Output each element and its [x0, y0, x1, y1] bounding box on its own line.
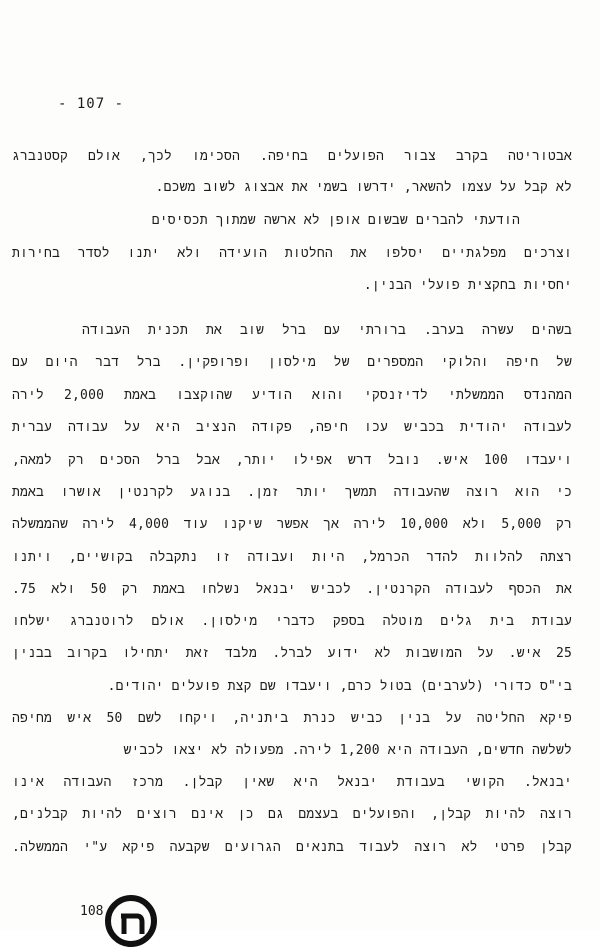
text-line-4: וצרכים מפלגתיים יסלפו את החלטות הועידה ולא יתנו לסדר בחירות: [12, 246, 572, 261]
footer-page-number: 108.: [80, 904, 112, 919]
text-line-22: קבלן פרטי לא רוצה לעבוד בתנאים הגרועים שקבעה פיקא ע"י הממשלה.: [12, 840, 572, 855]
text-line-1: אבטוריטה בקרב צבור הפועלים בחיפה. הסכימו לכך, אולם קסטנברג: [12, 149, 572, 164]
text-line-7: של חיפה והלוקי המספרים של מילסון ופרופקין. ברל דבר היום עם: [12, 355, 572, 370]
text-line-15: עבודת בית גלים מוטלה בספק כדברי מילסון. אולם לרוטנברג ישלחו: [12, 614, 572, 629]
text-line-10: ויעבדו 100 איש. נובל דרש אפילו יותר, אבל ברל הסכים רק למאה,: [12, 453, 572, 468]
text-line-19: לשלשה חדשים, העבודה היא 1,200 לירה. מפעולה לא יצאו לכביש: [123, 743, 572, 758]
text-line-3: הודעתי להברים שבשום אופן לא ארשה שמתוך תכסיסים: [151, 213, 520, 228]
text-line-11: כי הוא רוצה שהעבודה תמשך יותר זמן. בנוגע לקרנטין אושרו באמת: [12, 485, 572, 500]
text-line-16: 25 איש. על המושבות לא ידוע לברל. מלבד זאת יתחילו בקרוב בבנין: [12, 646, 572, 661]
text-line-2: לא קבל על עצמו להשאר, ידרשו בשמי את אבצוג לשוב משכם.: [155, 180, 572, 195]
text-line-13: רצתה להלוות להדר הכרמל, היות ועבודה זו נתקבלה בקושיים, ויתנו: [12, 550, 572, 565]
text-line-5: יחסיות בחקצית פועלי הבנין.: [363, 278, 572, 293]
text-line-12: רק 5,000 ולא 10,000 לירה אך אפשר שיקנו עוד 4,000 לירה שהממשלה: [12, 517, 572, 532]
text-line-8: המהנדס הממשלתי לדיזנסקי והוא הודיע שהוקצבו באמת 2,000 לירה: [12, 388, 572, 403]
text-line-18: פיקא החליטה על בנין כביש כנרת ביתניה, ויקחו לשם 50 איש מחיפה: [12, 711, 572, 726]
text-line-20: יבנאל. הקושי בעבודת יבנאל היא שאין קבלן. מרכז העבודה אינו: [12, 775, 572, 790]
text-line-9: לעבודה יהודית בכביש עכו חיפה, פקודה הנציב היא על עבודה עברית: [12, 420, 572, 435]
text-line-6: בשהים עשרה בערב. ברורתי עם ברל שוב את תכנית העבודה: [82, 323, 572, 338]
text-line-17: בי"ס כדורי (לערבים) בטול כרם, ויעבדו שם קצת פועלים יהודים.: [107, 679, 572, 694]
text-line-21: רוצה להיות קבלן, והפועלים בעצמם גם כן אינם רוצים להיות קבלנים,: [12, 807, 572, 822]
text-line-14: את הכסף לעבודה הקרנטין. לכביש יבנאל נשלחו באמת רק 50 ולא 75.: [12, 582, 572, 597]
page-number: - 107 -: [58, 96, 125, 112]
archive-stamp-icon: [104, 894, 158, 948]
